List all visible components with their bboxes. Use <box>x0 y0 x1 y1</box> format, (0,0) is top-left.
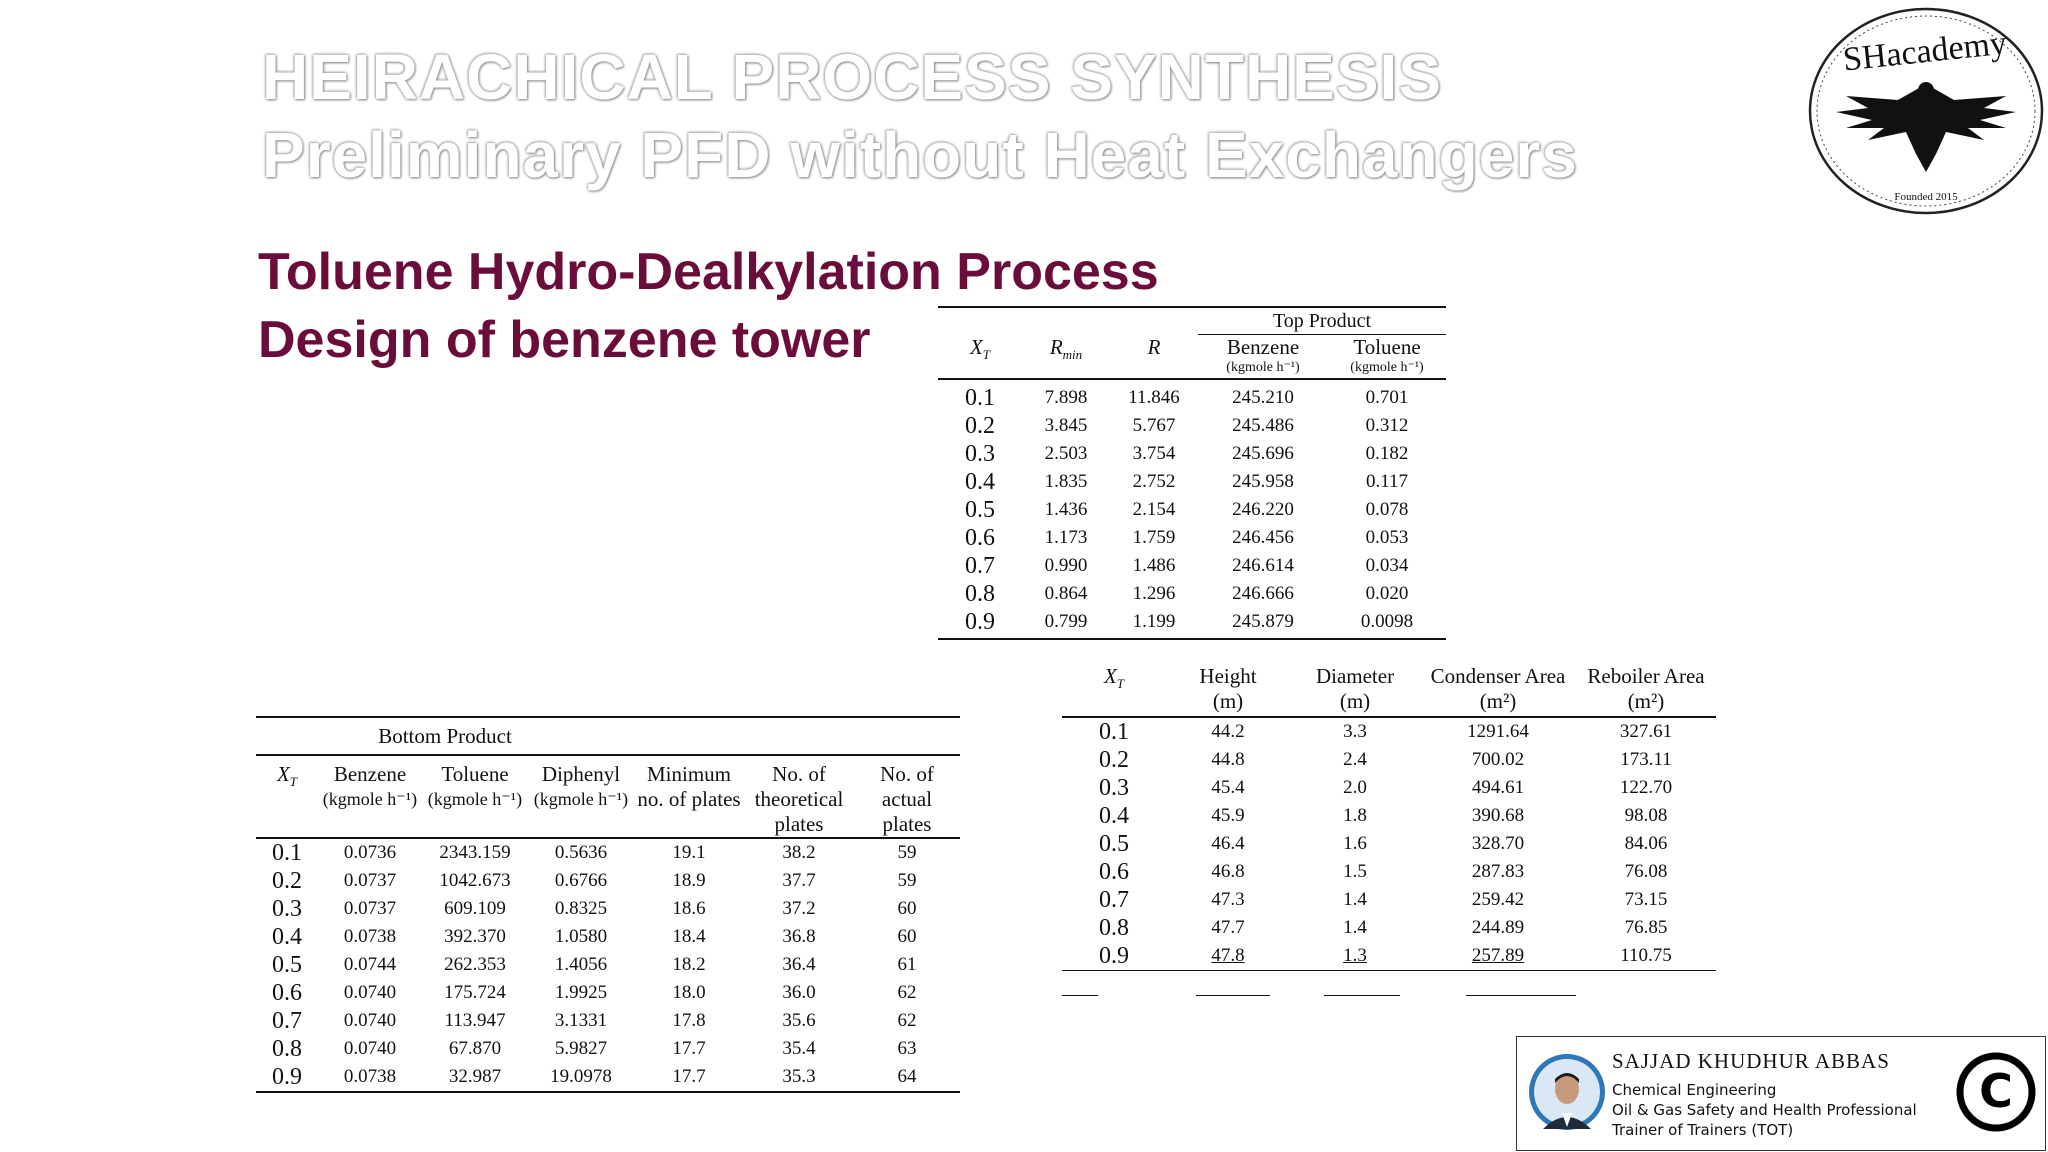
divider <box>1196 995 1270 996</box>
toluene-header: Toluene (kgmole h⁻¹) <box>422 755 528 838</box>
xt-header: $X_T$ <box>1062 664 1166 717</box>
table-row: 0.6 46.8 1.5 287.83 76.08 <box>1099 858 1668 885</box>
svg-text:C: C <box>1979 1064 2013 1118</box>
table-row: 0.7 0.990 1.486 246.614 0.034 <box>965 552 1409 579</box>
table-row: 0.1 0.0736 2343.159 0.5636 19.1 38.2 59 <box>272 839 917 866</box>
divider <box>1324 995 1400 996</box>
copyright-icon <box>1955 1051 2037 1133</box>
bottom-product-table <box>256 716 960 1093</box>
table-row: 0.2 0.0737 1042.673 0.6766 18.9 37.7 59 <box>272 867 917 894</box>
table-row: 0.5 0.0744 262.353 1.4056 18.2 36.4 61 <box>272 951 917 978</box>
bottom-product-group-header: Bottom Product <box>256 717 634 755</box>
logo-founded: Founded 2015 <box>1894 191 1958 203</box>
min-plates-header: Minimum no. of plates <box>634 755 744 838</box>
table-row: 0.4 45.9 1.8 390.68 98.08 <box>1099 802 1668 829</box>
table-row: 0.4 1.835 2.752 245.958 0.117 <box>965 468 1409 495</box>
title-line-2: Preliminary PFD without Heat Exchangers <box>262 119 1578 191</box>
table-row: 0.8 0.864 1.296 246.666 0.020 <box>965 580 1409 607</box>
table-row: 0.3 45.4 2.0 494.61 122.70 <box>1099 774 1673 801</box>
divider <box>1466 995 1576 996</box>
top-product-table <box>938 306 1446 640</box>
actual-plates-header: No. of actual plates <box>854 755 960 838</box>
condenser-area-header: Condenser Area (m²) <box>1420 664 1576 717</box>
theoretical-plates-header: No. of theoretical plates <box>744 755 854 838</box>
benzene-header: Benzene (kgmole h⁻¹) <box>1198 335 1328 380</box>
reboiler-area-header: Reboiler Area (m²) <box>1576 664 1716 717</box>
slide-title <box>262 38 1578 194</box>
tower-dimensions-table <box>1062 664 1716 971</box>
author-line-3: Trainer of Trainers (TOT) <box>1612 1121 1794 1139</box>
shacademy-logo <box>1806 4 2046 218</box>
r-header: R <box>1110 335 1198 380</box>
rmin-header: $R_{min}$ <box>1022 335 1110 380</box>
author-line-1: Chemical Engineering <box>1612 1081 1777 1099</box>
height-header: Height (m) <box>1166 664 1290 717</box>
diameter-header: Diameter (m) <box>1290 664 1420 717</box>
table-row: 0.7 47.3 1.4 259.42 73.15 <box>1099 886 1668 913</box>
table-row: 0.3 2.503 3.754 245.696 0.182 <box>965 440 1409 467</box>
xt-header: $X_T$ <box>256 755 318 838</box>
table-row: 0.8 47.7 1.4 244.89 76.85 <box>1099 914 1668 941</box>
table-row: 0.9 0.799 1.199 245.879 0.0098 <box>965 608 1414 635</box>
table-row: 0.2 3.845 5.767 245.486 0.312 <box>965 412 1409 439</box>
table-row: 0.5 46.4 1.6 328.70 84.06 <box>1099 830 1668 857</box>
divider <box>1062 995 1098 996</box>
table-row: 0.7 0.0740 113.947 3.1331 17.8 35.6 62 <box>272 1007 917 1034</box>
table-row: 0.5 1.436 2.154 246.220 0.078 <box>965 496 1409 523</box>
table-row: 0.6 1.173 1.759 246.456 0.053 <box>965 524 1409 551</box>
title-line-1: HEIRACHICAL PROCESS SYNTHESIS <box>262 41 1442 113</box>
table-row: 0.6 0.0740 175.724 1.9925 18.0 36.0 62 <box>272 979 917 1006</box>
table-row: 0.9 0.0738 32.987 19.0978 17.7 35.3 64 <box>272 1063 917 1090</box>
benzene-header: Benzene (kgmole h⁻¹) <box>318 755 422 838</box>
author-name: SAJJAD KHUDHUR ABBAS <box>1612 1049 1890 1073</box>
author-card <box>1516 1036 2046 1151</box>
table-row: 0.2 44.8 2.4 700.02 173.11 <box>1099 746 1672 773</box>
table-row: 0.4 0.0738 392.370 1.0580 18.4 36.8 60 <box>272 923 917 950</box>
avatar <box>1527 1047 1607 1137</box>
table-row: 0.9 47.8 1.3 257.89 110.75 <box>1062 942 1716 971</box>
subtitle-line-2: Design of benzene tower <box>258 311 871 369</box>
table-row: 0.8 0.0740 67.870 5.9827 17.7 35.4 63 <box>272 1035 917 1062</box>
table-row: 0.3 0.0737 609.109 0.8325 18.6 37.2 60 <box>272 895 917 922</box>
table-row: 0.1 44.2 3.3 1291.64 327.61 <box>1099 718 1673 745</box>
diphenyl-header: Diphenyl (kgmole h⁻¹) <box>528 755 634 838</box>
top-product-group-header: Top Product <box>1198 307 1446 335</box>
toluene-header: Toluene (kgmole h⁻¹) <box>1328 335 1446 380</box>
logo-wordmark: SHacademy <box>1841 24 2009 79</box>
subtitle-line-1: Toluene Hydro-Dealkylation Process <box>258 243 1159 301</box>
author-line-2: Oil & Gas Safety and Health Professional <box>1612 1101 1917 1119</box>
xt-header: $X_T$ <box>938 335 1022 380</box>
table-row: 0.1 7.898 11.846 245.210 0.701 <box>965 384 1409 411</box>
